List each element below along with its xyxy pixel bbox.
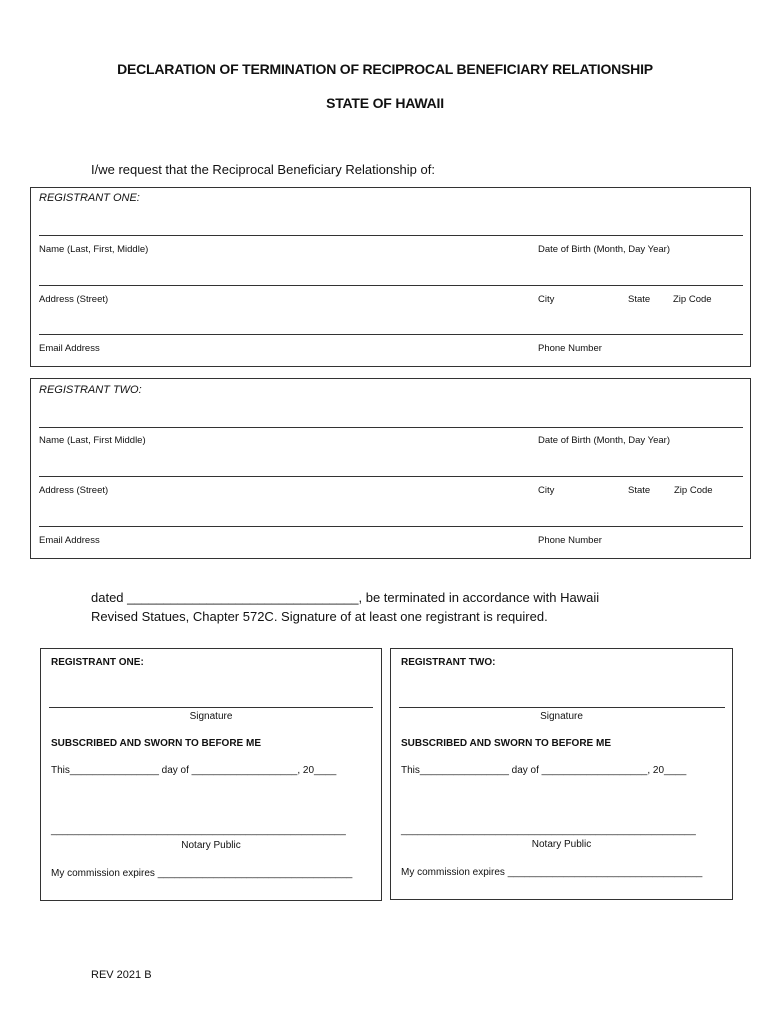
commission-expires-line[interactable]: My commission expires ___________________________________: [51, 868, 353, 879]
intro-text: I/we request that the Reciprocal Beneficiary Relationship of:: [91, 162, 435, 177]
signature-two-field[interactable]: [399, 707, 725, 708]
registrant-two-heading: REGISTRANT TWO:: [39, 384, 142, 396]
signature-one-heading: REGISTRANT ONE:: [51, 657, 144, 668]
address-label: Address (Street): [39, 485, 109, 496]
form-subtitle-state: STATE OF HAWAII: [326, 95, 444, 111]
dob-label: Date of Birth (Month, Day Year): [538, 244, 671, 255]
signature-label: Signature: [189, 711, 233, 722]
email-label: Email Address: [39, 535, 100, 546]
dob-label: Date of Birth (Month, Day Year): [538, 435, 671, 446]
registrant-one-name-field[interactable]: [39, 235, 743, 236]
registrant-two-address-field[interactable]: [39, 476, 743, 477]
registrant-two-section: [30, 378, 751, 559]
city-label: City: [538, 294, 555, 305]
registrant-one-heading: REGISTRANT ONE:: [39, 192, 140, 204]
state-label: State: [628, 485, 651, 496]
registrant-two-email-field[interactable]: [39, 526, 743, 527]
zip-label: Zip Code: [673, 294, 712, 305]
zip-label: Zip Code: [674, 485, 713, 496]
registrant-one-section: [30, 187, 751, 367]
signature-section-one: [40, 648, 382, 901]
notary-public-label: Notary Public: [531, 839, 592, 850]
state-label: State: [628, 294, 651, 305]
registrant-one-address-field[interactable]: [39, 285, 743, 286]
revision-label: REV 2021 B: [91, 969, 152, 981]
dated-line: dated ________________________________, be terminated in accordance with Hawaii: [91, 590, 600, 605]
name-label: Name (Last, First, Middle): [39, 244, 149, 255]
day-of-line[interactable]: This________________ day of ___________________, 20____: [51, 765, 337, 776]
commission-expires-line[interactable]: My commission expires ___________________________________: [401, 867, 703, 878]
city-label: City: [538, 485, 555, 496]
sworn-heading: SUBSCRIBED AND SWORN TO BEFORE ME: [401, 738, 612, 749]
notary-public-label: Notary Public: [181, 840, 241, 851]
registrant-two-name-field[interactable]: [39, 427, 743, 428]
email-label: Email Address: [39, 343, 100, 354]
signature-section-two: [390, 648, 733, 900]
statute-line: Revised Statues, Chapter 572C. Signature of at least one registrant is required.: [91, 609, 548, 624]
address-label: Address (Street): [39, 294, 109, 305]
registrant-one-email-field[interactable]: [39, 334, 743, 335]
notary-signature-line[interactable]: _____________________________________________________: [401, 825, 696, 836]
signature-one-field[interactable]: [49, 707, 373, 708]
name-label: Name (Last, First Middle): [39, 435, 146, 446]
notary-signature-line[interactable]: _____________________________________________________: [51, 825, 346, 836]
signature-label: Signature: [540, 711, 583, 722]
sworn-heading: SUBSCRIBED AND SWORN TO BEFORE ME: [51, 738, 262, 749]
signature-two-heading: REGISTRANT TWO:: [401, 657, 496, 668]
phone-label: Phone Number: [538, 535, 602, 546]
day-of-line[interactable]: This________________ day of ___________________, 20____: [401, 765, 687, 776]
form-title: DECLARATION OF TERMINATION OF RECIPROCAL BENEFICIARY RELATIONSHIP: [117, 61, 653, 77]
phone-label: Phone Number: [538, 343, 602, 354]
